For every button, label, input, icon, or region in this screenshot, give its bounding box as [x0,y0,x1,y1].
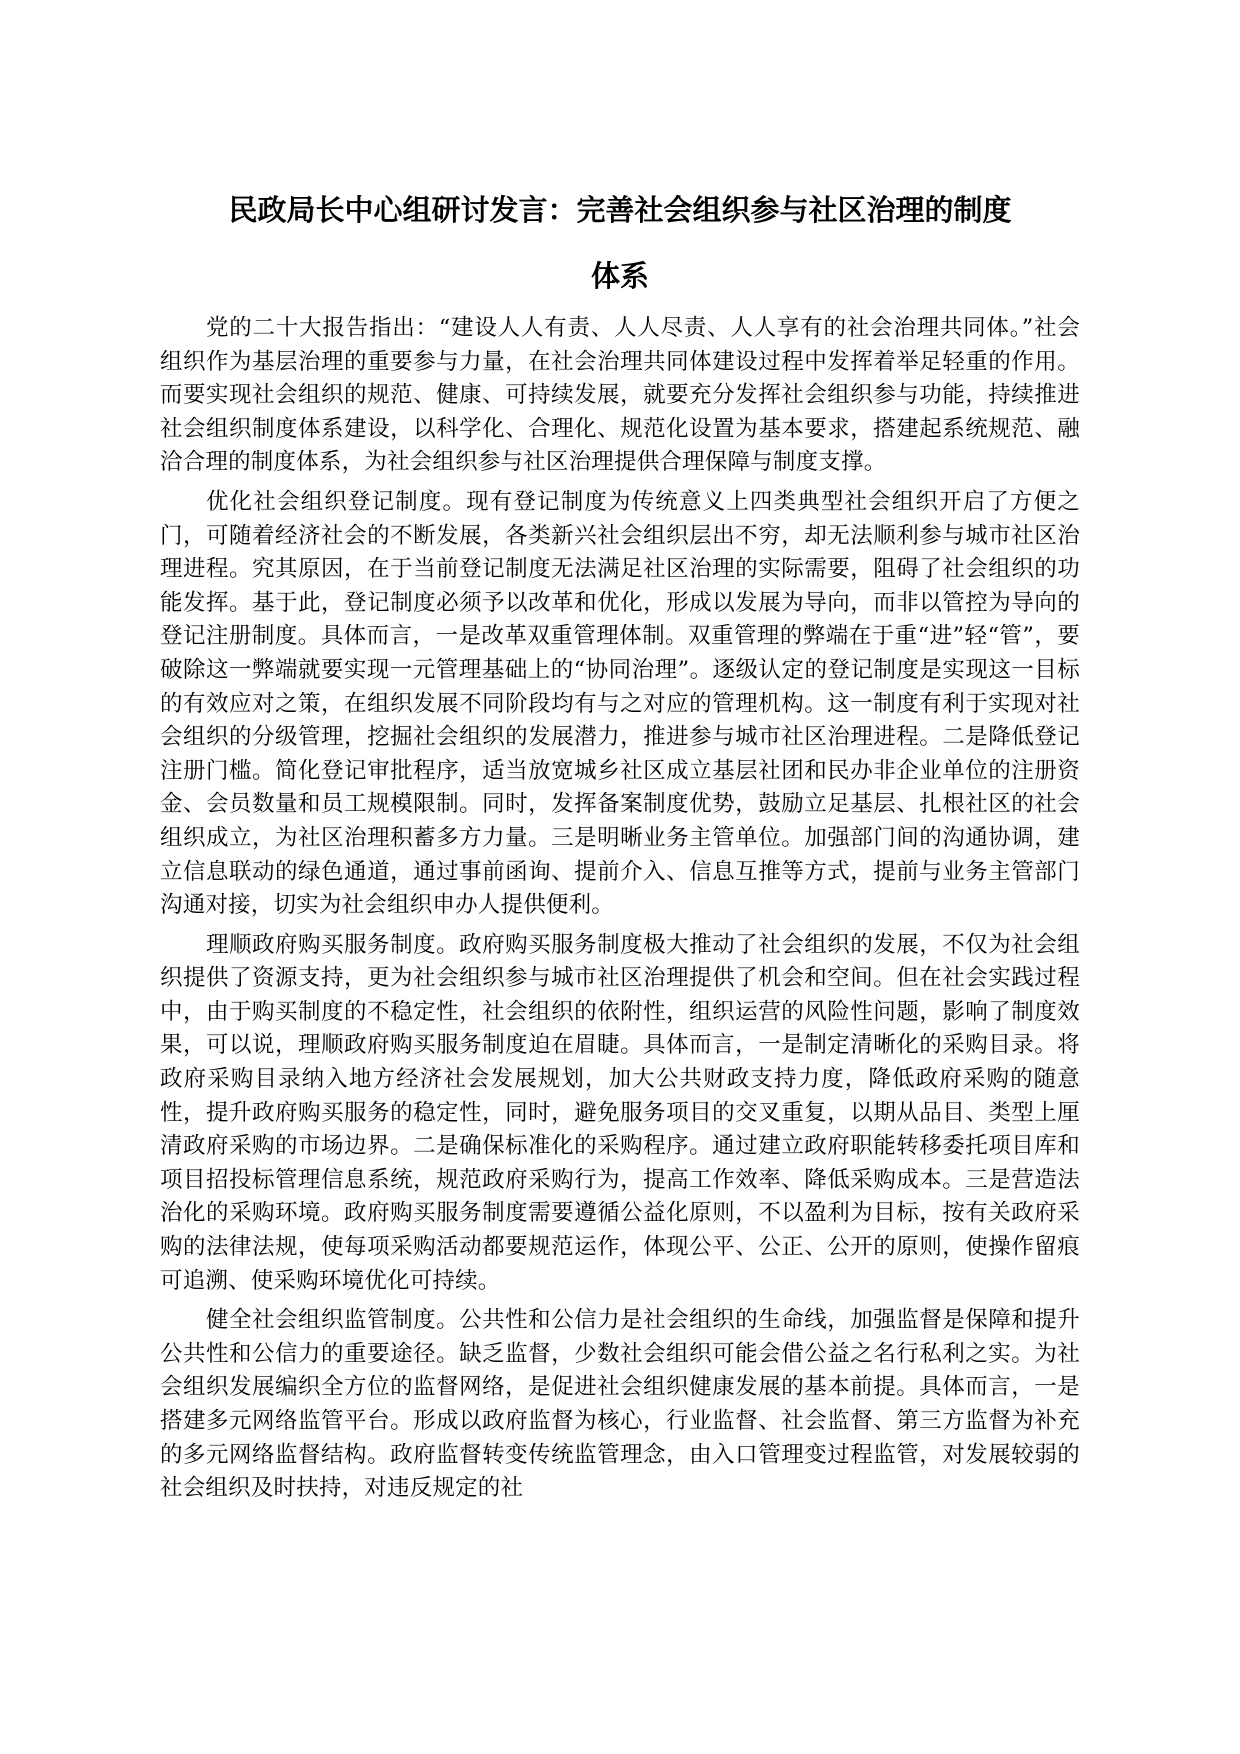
document-title-line-2: 体系 [590,259,649,293]
paragraph-supervision-system: 健全社会组织监管制度。公共性和公信力是社会组织的生命线，加强监督是保障和提升公共性和公信力的重要途径。缺乏监督，少数社会组织可能会借公益之名行私利之实。为社会组织发展编织全方位的监督网络，是促进社会组织健康发展的基本前提。具体而言，一是搭建多元网络监管平台。形成以政府监督为核心，行业监督、社会监督、第三方监督为补充的多元网络监督结构。政府监督转变传统监管理念，由入口管理变过程监管，对发展较弱的社会组织及时扶持，对违反规定的社 [160,1307,1080,1502]
paragraph-intro: 党的二十大报告指出：“建设人人有责、人人尽责、人人享有的社会治理共同体。”社会组织作为基层治理的重要参与力量，在社会治理共同体建设过程中发挥着举足轻重的作用。而要实现社会组织的规范、健康、可持续发展，就要充分发挥社会组织参与功能，持续推进社会组织制度体系建设，以科学化、合理化、规范化设置为基本要求，搭建起系统规范、融洽合理的制度体系，为社会组织参与社区治理提供合理保障与制度支撑。 [160,315,1080,476]
document-body [160,312,1080,1512]
paragraph-registration-system: 优化社会组织登记制度。现有登记制度为传统意义上四类典型社会组织开启了方便之门，可随着经济社会的不断发展，各类新兴社会组织层出不穷，却无法顺利参与城市社区治理进程。究其原因，在于当前登记制度无法满足社区治理的实际需要，阻碍了社会组织的功能发挥。基于此，登记制度必须予以改革和优化，形成以发展为导向，而非以管控为导向的登记注册制度。具体而言，一是改革双重管理体制。双重管理的弊端在于重“进”轻“管”，要破除这一弊端就要实现一元管理基础上的“协同治理”。逐级认定的登记制度是实现这一目标的有效应对之策，在组织发展不同阶段均有与之对应的管理机构。这一制度有利于实现对社会组织的分级管理，挖掘社会组织的发展潜力，推进参与城市社区治理进程。二是降低登记注册门槛。简化登记审批程序，适当放宽城乡社区成立基层社团和民办非企业单位的注册资金、会员数量和员工规模限制。同时，发挥备案制度优势，鼓励立足基层、扎根社区的社会组织成立，为社区治理积蓄多方力量。三是明晰业务主管单位。加强部门间的沟通协调，建立信息联动的绿色通道，通过事前函询、提前介入、信息互推等方式，提前与业务主管部门沟通对接，切实为社会组织申办人提供便利。 [160,488,1080,919]
paragraph-government-procurement: 理顺政府购买服务制度。政府购买服务制度极大推动了社会组织的发展，不仅为社会组织提供了资源支持，更为社会组织参与城市社区治理提供了机会和空间。但在社会实践过程中，由于购买制度的不稳定性，社会组织的依附性，组织运营的风险性问题，影响了制度效果，可以说，理顺政府购买服务制度迫在眉睫。具体而言，一是制定清晰化的采购目录。将政府采购目录纳入地方经济社会发展规划，加大公共财政支持力度，降低政府采购的随意性，提升政府购买服务的稳定性，同时，避免服务项目的交叉重复，以期从品目、类型上厘清政府采购的市场边界。二是确保标准化的采购程序。通过建立政府职能转移委托项目库和项目招投标管理信息系统，规范政府采购行为，提高工作效率、降低采购成本。三是营造法治化的采购环境。政府购买服务制度需要遵循公益化原则，不以盈利为目标，按有关政府采购的法律法规，使每项采购活动都要规范运作，体现公平、公正、公开的原则，使操作留痕可追溯、使采购环境优化可持续。 [160,931,1080,1294]
document-title-line-1: 民政局长中心组研讨发言：完善社会组织参与社区治理的制度 [228,193,1012,227]
